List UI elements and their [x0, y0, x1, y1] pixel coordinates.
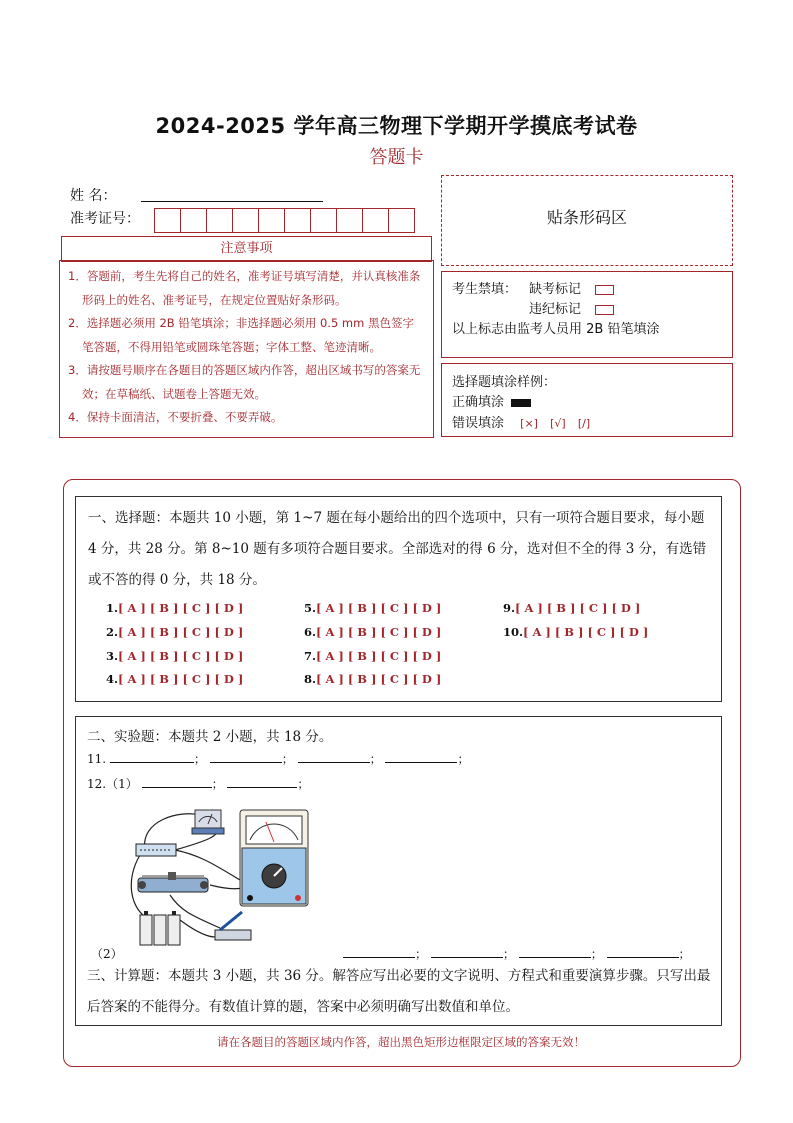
q-options: [ A ] [ B ] [ C ] [ D ]: [316, 625, 442, 639]
q-number: 10.: [503, 625, 524, 639]
choice-q5[interactable]: [304, 601, 441, 615]
q-number: 7.: [304, 649, 317, 663]
sep: ；: [281, 752, 294, 766]
q-options: [ A ] [ B ] [ C ] [ D ]: [515, 601, 641, 615]
q12-label: 12.（1）: [87, 777, 138, 791]
sep: ；: [193, 752, 206, 766]
q-number: 8.: [304, 672, 317, 686]
correct-fill-row: [452, 391, 531, 410]
q-options: [ A ] [ B ] [ C ] [ D ]: [118, 625, 244, 639]
q11-blank-1[interactable]: [110, 750, 194, 763]
wrong-mark-check: [√]: [550, 417, 566, 430]
sep: ；: [297, 777, 310, 791]
q11-blank-2[interactable]: [210, 750, 282, 763]
q-options: [ A ] [ B ] [ C ] [ D ]: [316, 672, 442, 686]
q-number: 2.: [106, 625, 119, 639]
q-options: [ A ] [ B ] [ C ] [ D ]: [523, 625, 649, 639]
choice-q6[interactable]: [304, 625, 441, 639]
choice-q9[interactable]: [503, 601, 640, 615]
violation-mark-label: 违纪标记: [529, 302, 582, 317]
page-title: 2024-2025 学年高三物理下学期开学摸底考试卷: [155, 114, 638, 138]
q-number: 5.: [304, 601, 317, 615]
q-number: 4.: [106, 672, 119, 686]
wrong-fill-row: [452, 412, 590, 431]
wrong-fill-label: 错误填涂: [452, 416, 505, 431]
exam-flags-box: [441, 271, 733, 358]
q12-2-label: （2）: [91, 947, 123, 961]
q12-blank-2[interactable]: [227, 775, 297, 788]
sep: ；: [502, 947, 515, 961]
choice-q3[interactable]: [106, 649, 243, 663]
absent-mark-box[interactable]: [595, 285, 614, 295]
choice-q8[interactable]: [304, 672, 441, 686]
q-options: [ A ] [ B ] [ C ] [ D ]: [316, 601, 442, 615]
q12-2-blank-1[interactable]: [343, 945, 415, 958]
choice-q1[interactable]: [106, 601, 243, 615]
violation-mark-box[interactable]: [595, 305, 614, 315]
sep: ；: [678, 947, 691, 961]
q12-2-blank-3[interactable]: [519, 945, 591, 958]
section-experiment-text: 二、实验题：本题共 2 小题，共 18 分。: [87, 729, 333, 745]
id-label: 准考证号：: [70, 211, 140, 227]
choice-q7[interactable]: [304, 649, 441, 663]
sep: ；: [457, 752, 470, 766]
q-options: [ A ] [ B ] [ C ] [ D ]: [118, 672, 244, 686]
q12-2-blank-2[interactable]: [431, 945, 503, 958]
notice-item: 2．选择题必须用 2B 铅笔填涂；非选择题必须用 0.5 mm 黑色签字笔答题，不得用铅笔或圆珠笔答题；字体工整、笔迹清晰。: [68, 316, 414, 354]
wrong-mark-cross: [×]: [520, 417, 538, 430]
page-subtitle: 答题卡: [369, 147, 424, 168]
q-number: 1.: [106, 601, 119, 615]
name-field[interactable]: [141, 201, 323, 202]
notice-item: 3．请按题号顺序在各题目的答题区域内作答，超出区域书写的答案无效；在草稿纸、试题卷上答题无效。: [68, 363, 421, 401]
q12-2-row: [343, 945, 691, 962]
sep: ；: [590, 947, 603, 961]
q-options: [ A ] [ B ] [ C ] [ D ]: [118, 649, 244, 663]
choice-q10[interactable]: [503, 625, 648, 639]
absent-mark-label: 缺考标记: [529, 282, 582, 297]
name-label: 姓 名：: [70, 188, 117, 204]
circuit-diagram-image: [120, 800, 320, 948]
barcode-area: [441, 175, 733, 266]
q11-label: 11.: [87, 752, 107, 766]
q-options: [ A ] [ B ] [ C ] [ D ]: [316, 649, 442, 663]
footer-note: 请在各题目的答题区域内作答，超出黑色矩形边框限定区域的答案无效！: [217, 1035, 585, 1049]
fill-example-box: [441, 363, 733, 437]
notice-box: [59, 260, 434, 438]
q11-blank-4[interactable]: [385, 750, 457, 763]
filled-mark-icon: [511, 399, 531, 407]
q-number: 3.: [106, 649, 119, 663]
absent-mark-row: [529, 278, 614, 297]
q-number: 6.: [304, 625, 317, 639]
q11-row: [87, 750, 469, 767]
notice-item: 1．答题前，考生先将自己的姓名，准考证号填写清楚，并认真核准条形码上的姓名、准考证号，在规定位置贴好条形码。: [68, 269, 421, 307]
q-number: 9.: [503, 601, 516, 615]
q12-2-blank-4[interactable]: [607, 945, 679, 958]
wrong-mark-slash: [∕]: [577, 417, 591, 430]
correct-fill-label: 正确填涂: [452, 395, 505, 410]
exam-flags-note: 以上标志由监考人员用 2B 铅笔填涂: [452, 322, 660, 337]
section-choice-text: 一、选择题：本题共 10 小题，第 1~7 题在每小题给出的四个选项中，只有一项符合题目要求，每小题 4 分，共 28 分。第 8~10 题有多项符合题目要求。全部选对的得 6 分，选对但不全的得 3 分，有选错或不答的得 0 分，共 18 分。: [88, 510, 707, 588]
sep: ；: [369, 752, 382, 766]
q-options: [ A ] [ B ] [ C ] [ D ]: [118, 601, 244, 615]
choice-q4[interactable]: [106, 672, 243, 686]
sep: ；: [211, 777, 224, 791]
fill-example-title: 选择题填涂样例：: [452, 375, 557, 390]
sep: ；: [415, 947, 428, 961]
violation-mark-row: [529, 298, 614, 317]
id-number-cells[interactable]: [155, 208, 415, 233]
exam-flags-label: 考生禁填：: [452, 282, 518, 297]
notice-item: 4．保持卡面清洁，不要折叠、不要弄破。: [68, 410, 283, 424]
q12-blank-1[interactable]: [142, 775, 212, 788]
notice-heading: 注意事项: [61, 236, 432, 262]
barcode-label: 贴条形码区: [546, 208, 627, 227]
q12-row: [87, 775, 309, 792]
choice-q2[interactable]: [106, 625, 243, 639]
section-calculation-text: 三、计算题：本题共 3 小题，共 36 分。解答应写出必要的文字说明、方程式和重要演算步骤。只写出最后答案的不能得分。有数值计算的题，答案中必须明确写出数值和单位。: [87, 968, 711, 1015]
q11-blank-3[interactable]: [298, 750, 370, 763]
